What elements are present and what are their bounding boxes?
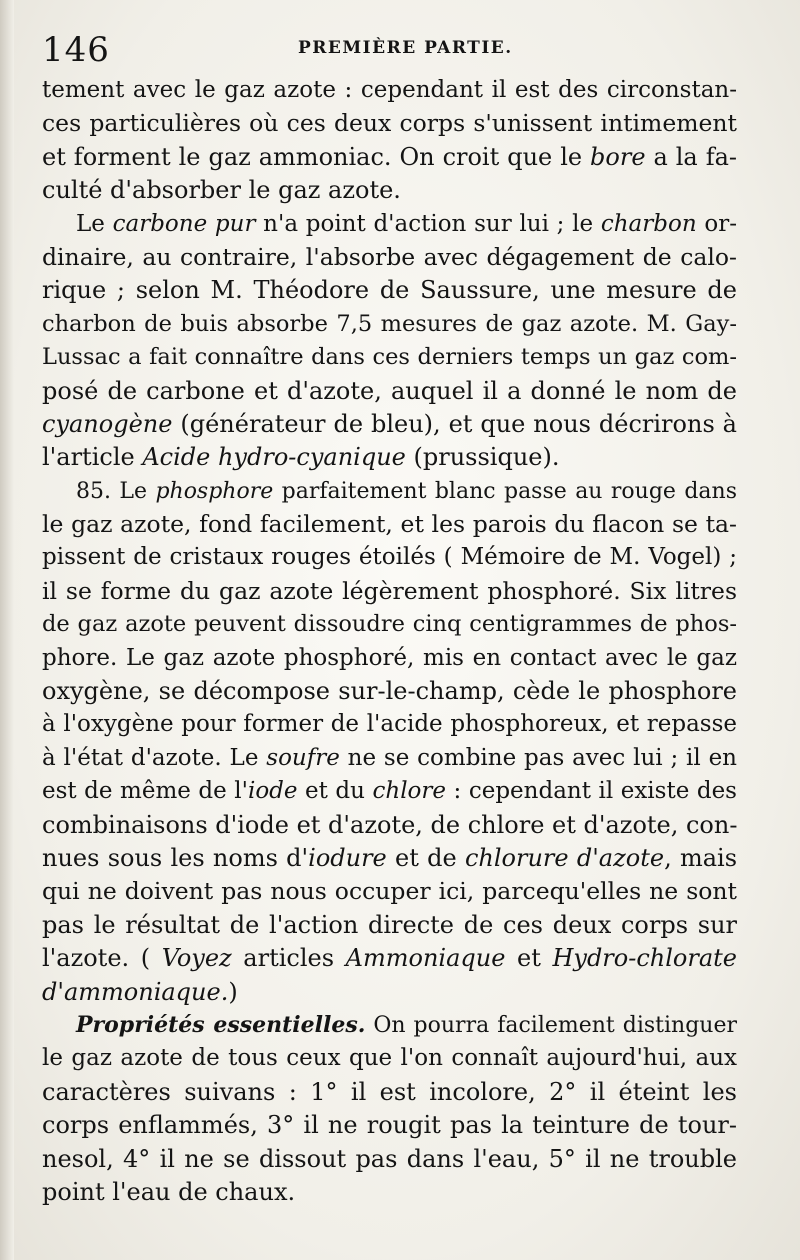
text-span: point l'eau de chaux. <box>42 1177 296 1206</box>
running-head: PREMIÈRE PARTIE. <box>298 38 513 58</box>
italic-term: chlorure d'azote <box>464 843 665 872</box>
text-span: ne se combine pas avec lui ; il en <box>339 744 737 771</box>
italic-term: carbone pur <box>112 210 256 237</box>
text-line <box>42 909 737 942</box>
text-line <box>42 541 737 574</box>
italic-term: bore <box>590 142 646 171</box>
text-span: (générateur de bleu), et que nous décrirons à <box>172 409 737 438</box>
text-span: et du <box>297 778 373 805</box>
text-line <box>42 742 737 775</box>
body-text <box>42 74 737 1209</box>
text-span: le gaz azote de tous ceux que l'on connaît aujourd'hui, aux <box>42 1045 737 1072</box>
text-line <box>42 1143 737 1176</box>
text-line <box>42 1042 737 1075</box>
text-span: tement avec le gaz azote : cependant il est des circonstan- <box>42 77 737 103</box>
text-line <box>42 74 737 107</box>
text-span: l'azote. ( <box>42 944 162 973</box>
section-heading: Propriétés essentielles. <box>76 1011 366 1038</box>
text-span: nesol, 4° il ne se dissout pas dans l'eau, 5° il ne trouble <box>42 1144 737 1173</box>
text-line <box>42 341 737 374</box>
text-line <box>42 508 737 541</box>
text-span: , mais <box>664 843 737 872</box>
text-line <box>42 107 737 140</box>
text-span: On pourra facilement distinguer <box>365 1012 737 1038</box>
text-line <box>42 875 737 908</box>
text-line <box>42 1109 737 1142</box>
text-span: parfaitement blanc passe au rouge dans <box>273 478 737 504</box>
page-number: 146 <box>42 30 110 70</box>
page-header <box>40 30 755 70</box>
text-span: le gaz azote, fond facilement, et les parois du flacon se ta- <box>42 510 737 539</box>
italic-term: Voyez <box>161 944 232 973</box>
italic-term: iodure <box>308 843 387 872</box>
text-line <box>42 976 737 1009</box>
text-span: charbon de buis absorbe 7,5 mesures de gaz azote. M. Gay- <box>42 310 737 337</box>
text-line <box>42 708 737 741</box>
text-span: il se forme du gaz azote légèrement phosphoré. Six litres <box>42 576 737 605</box>
text-line <box>42 308 737 341</box>
text-span: oxygène, se décompose sur-le-champ, cède le phosphore <box>42 677 737 706</box>
text-span: et de <box>386 843 465 872</box>
text-line <box>42 174 737 207</box>
text-span: ) <box>228 977 238 1006</box>
text-span: or- <box>696 210 737 237</box>
text-span: à l'état d'azote. Le <box>42 744 267 771</box>
text-line <box>42 642 737 675</box>
text-span: phore. Le gaz azote phosphoré, mis en contact avec le gaz <box>42 644 737 671</box>
text-line <box>42 809 737 842</box>
text-line <box>42 608 737 641</box>
page-edge-shadow <box>0 0 14 1260</box>
text-span: a la fa- <box>645 142 737 171</box>
italic-term: Hydro-chlorate <box>552 944 737 973</box>
text-span: et forment le gaz ammoniac. On croit que le <box>42 142 591 171</box>
italic-term: chlore <box>372 778 447 805</box>
text-span: combinaisons d'iode et d'azote, de chlore et d'azote, con- <box>42 810 737 839</box>
text-span: dinaire, au contraire, l'absorbe avec dégagement de calo- <box>42 242 737 271</box>
text-span: pissent de cristaux rouges étoilés ( Mémoire de M. Vogel) ; <box>42 544 737 571</box>
italic-term: Ammoniaque <box>345 944 506 973</box>
text-line <box>42 575 737 608</box>
text-span: et <box>505 944 553 973</box>
text-span: ces particulières où ces deux corps s'unissent intimement <box>42 109 737 138</box>
text-span: culté d'absorber le gaz azote. <box>42 176 401 205</box>
text-line <box>42 1009 737 1042</box>
italic-term: cyanogène <box>42 409 173 438</box>
text-span: nues sous les noms d' <box>42 843 309 872</box>
text-line <box>42 675 737 708</box>
italic-term: d'ammoniaque. <box>42 977 229 1006</box>
italic-term: Acide hydro-cyanique <box>142 443 406 472</box>
text-span: corps enflammés, 3° il ne rougit pas la teinture de tour- <box>42 1111 737 1140</box>
italic-term: iode <box>247 778 298 805</box>
text-span: n'a point d'action sur lui ; le <box>255 210 601 237</box>
text-span: Le <box>76 210 113 237</box>
italic-term: charbon <box>600 210 697 237</box>
text-line <box>42 208 737 241</box>
text-span: qui ne doivent pas nous occuper ici, parcequ'elles ne sont <box>42 877 737 906</box>
text-span: (prussique). <box>405 443 560 472</box>
text-line <box>42 241 737 274</box>
text-span: 85. Le <box>76 478 156 504</box>
text-span: à l'oxygène pour former de l'acide phosphoreux, et repasse <box>42 711 737 738</box>
text-span: : cependant il existe des <box>446 778 737 805</box>
text-line <box>42 842 737 875</box>
text-span: articles <box>231 944 346 973</box>
text-span: Lussac a fait connaître dans ces derniers temps un gaz com- <box>42 344 737 371</box>
italic-term: phosphore <box>155 478 274 504</box>
text-line <box>42 441 737 474</box>
text-span: rique ; selon M. Théodore de Saussure, une mesure de <box>42 276 737 305</box>
text-span: pas le résultat de l'action directe de ces deux corps sur <box>42 910 737 939</box>
text-span: posé de carbone et d'azote, auquel il a donné le nom de <box>42 376 737 405</box>
text-line <box>42 274 737 307</box>
text-line <box>42 775 737 808</box>
text-span: caractères suivans : 1° il est incolore, 2° il éteint les <box>42 1077 737 1106</box>
text-line <box>42 408 737 441</box>
italic-term: soufre <box>266 744 340 771</box>
text-span: est de même de l' <box>42 778 248 805</box>
text-span: de gaz azote peuvent dissoudre cinq centigrammes de phos- <box>42 611 737 638</box>
text-line <box>42 141 737 174</box>
text-line <box>42 1176 737 1209</box>
text-line <box>42 375 737 408</box>
text-line <box>42 942 737 975</box>
text-line <box>42 475 737 508</box>
text-line <box>42 1076 737 1109</box>
text-span: l'article <box>42 443 143 472</box>
